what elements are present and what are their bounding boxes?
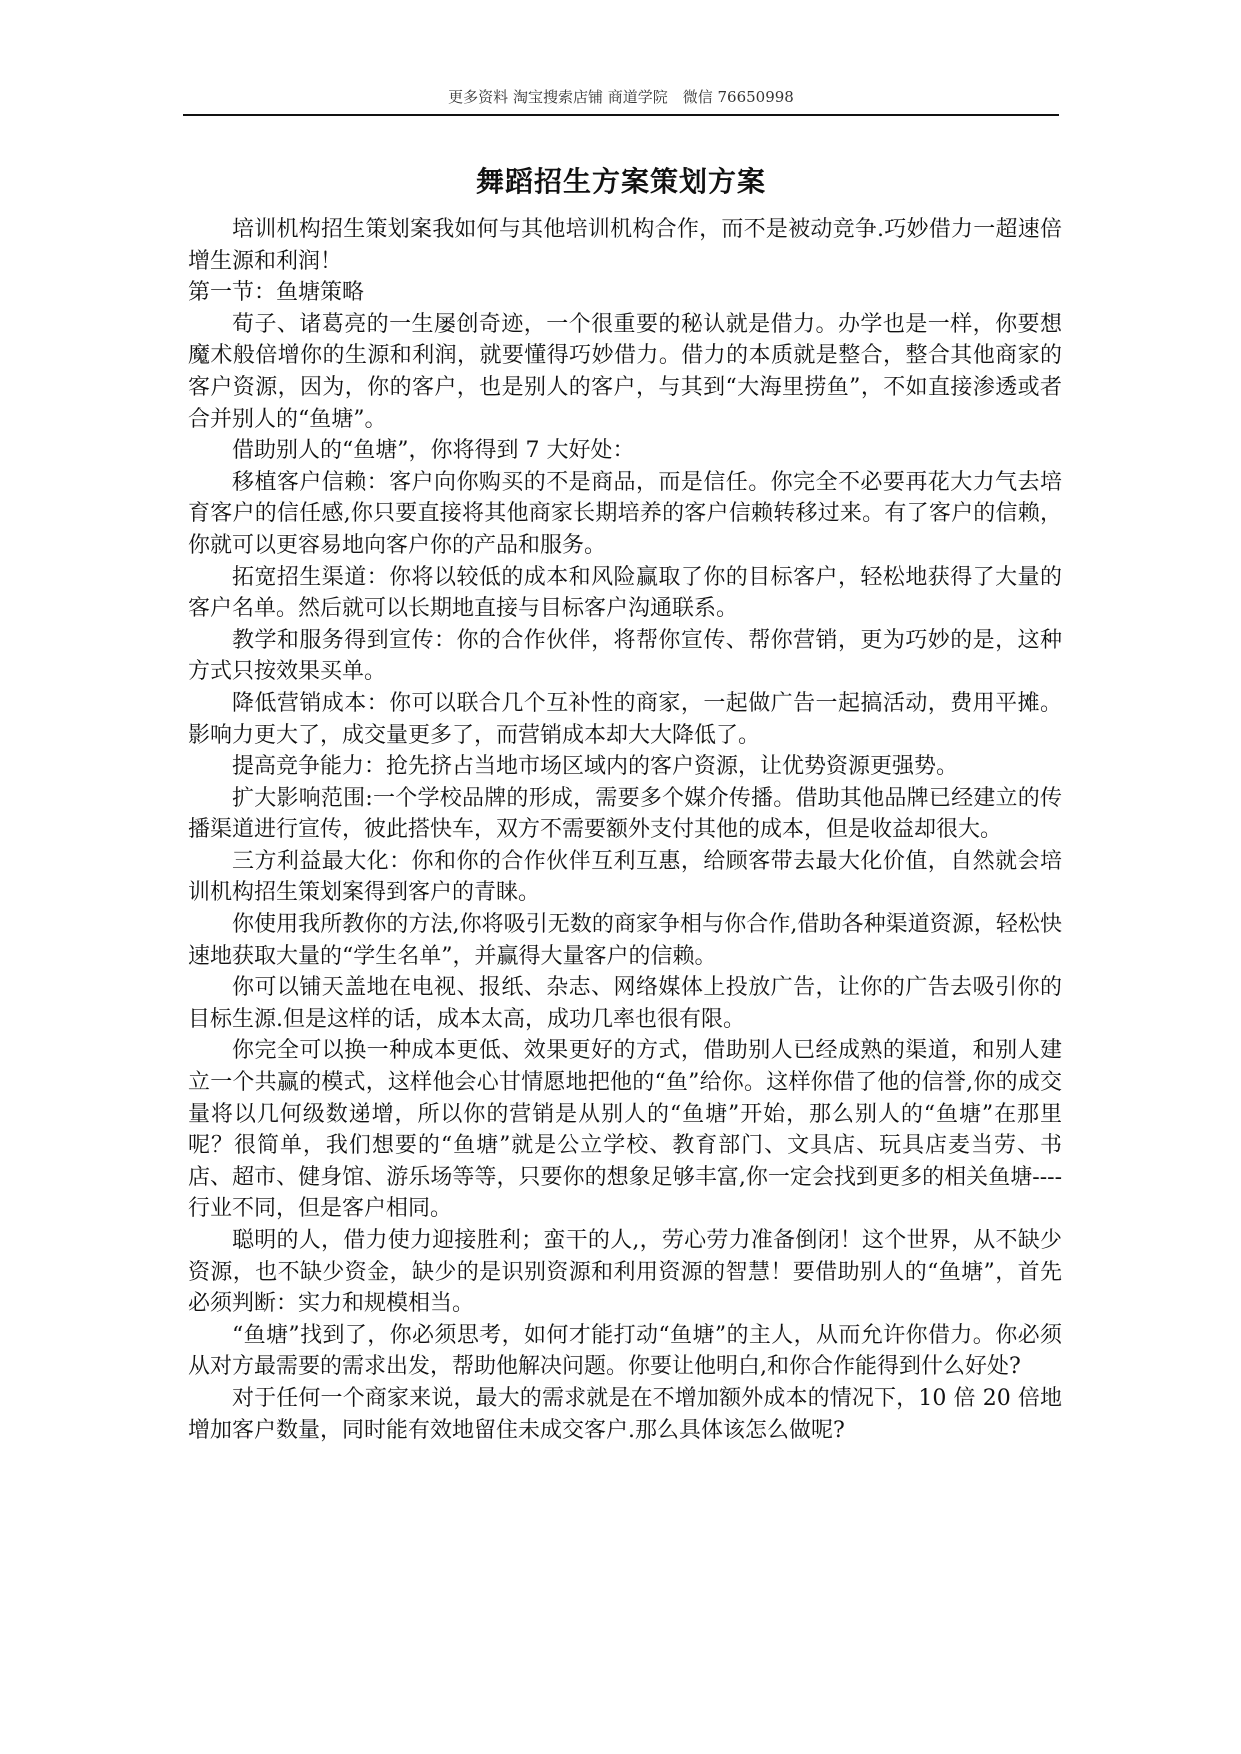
body-paragraph: 拓宽招生渠道：你将以较低的成本和风险赢取了你的目标客户，轻松地获得了大量的客户名单。然后就可以长期地直接与目标客户沟通联系。	[188, 564, 1062, 622]
body-paragraph: 降低营销成本：你可以联合几个互补性的商家，一起做广告一起搞活动，费用平摊。影响力更大了，成交量更多了，而营销成本却大大降低了。	[188, 690, 1062, 748]
body-paragraph: 提高竞争能力：抢先挤占当地市场区域内的客户资源，让优势资源更强势。	[232, 754, 959, 780]
document-body	[188, 214, 1062, 1446]
body-paragraph: 你可以铺天盖地在电视、报纸、杂志、网络媒体上投放广告，让你的广告去吸引你的目标生源.但是这样的话，成本太高，成功几率也很有限。	[188, 975, 1062, 1032]
document-title: 舞蹈招生方案策划方案	[475, 165, 766, 198]
body-paragraph: 借助别人的“鱼塘”，你将得到 7 大好处：	[232, 438, 635, 464]
body-paragraph: 三方利益最大化：你和你的合作伙伴互利互惠，给顾客带去最大化价值，自然就会培训机构招生策划案得到客户的青睐。	[188, 848, 1062, 906]
body-paragraph: 你使用我所教你的方法,你将吸引无数的商家争相与你合作,借助各种渠道资源，轻松快速地获取大量的“学生名单”，并赢得大量客户的信赖。	[188, 912, 1062, 969]
section-heading: 第一节：鱼塘策略	[188, 280, 365, 306]
body-paragraph: “鱼塘”找到了，你必须思考，如何才能打动“鱼塘”的主人，从而允许你借力。你必须从对方最需要的需求出发，帮助他解决问题。你要让他明白,和你合作能得到什么好处?	[188, 1322, 1062, 1380]
body-paragraph: 移植客户信赖：客户向你购买的不是商品，而是信任。你完全不必要再花大力气去培育客户的信任感,你只要直接将其他商家长期培养的客户信赖转移过来。有了客户的信赖，你就可以更容易地向客户你的产品和服务。	[188, 469, 1062, 558]
body-paragraph: 聪明的人，借力使力迎接胜利；蛮干的人,，劳心劳力准备倒闭！这个世界，从不缺少资源，也不缺少资金，缺少的是识别资源和利用资源的智慧！要借助别人的“鱼塘”，首先必须判断：实力和规模相当。	[188, 1228, 1062, 1317]
body-paragraph: 教学和服务得到宣传：你的合作伙伴，将帮你宣传、帮你营销，更为巧妙的是，这种方式只按效果买单。	[188, 627, 1062, 685]
body-paragraph: 对于任何一个商家来说，最大的需求就是在不增加额外成本的情况下，10 倍 20 倍地增加客户数量，同时能有效地留住未成交客户.那么具体该怎么做呢?	[188, 1385, 1062, 1443]
body-paragraph: 扩大影响范围:一个学校品牌的形成，需要多个媒介传播。借助其他品牌已经建立的传播渠道进行宣传，彼此搭快车，双方不需要额外支付其他的成本，但是收益却很大。	[188, 785, 1062, 843]
body-paragraph: 荀子、诸葛亮的一生屡创奇迹，一个很重要的秘认就是借力。办学也是一样，你要想魔术般倍增你的生源和利润，就要懂得巧妙借力。借力的本质就是整合，整合其他商家的客户资源，因为，你的客户，也是别人的客户，与其到“大海里捞鱼”，不如直接渗透或者合并别人的“鱼塘”。	[188, 311, 1062, 432]
page-header: 更多资料 淘宝搜索店铺 商道学院 微信 76650998	[183, 86, 1059, 116]
body-paragraph: 培训机构招生策划案我如何与其他培训机构合作，而不是被动竞争.巧妙借力一超速倍增生源和利润！	[188, 217, 1062, 274]
body-paragraph: 你完全可以换一种成本更低、效果更好的方式，借助别人已经成熟的渠道，和别人建立一个共赢的模式，这样他会心甘情愿地把他的“鱼”给你。这样你借了他的信誉,你的成交量将以几何级数递增，所以你的营销是从别人的“鱼塘”开始，那么别人的“鱼塘”在那里呢？很简单，我们想要的“鱼塘”就是公立学校、教育部门、文具店、玩具店麦当劳、书店、超市、健身馆、游乐场等等，只要你的想象足够丰富,你一定会找到更多的相关鱼塘---- 行业不同，但是客户相同。	[188, 1038, 1062, 1222]
